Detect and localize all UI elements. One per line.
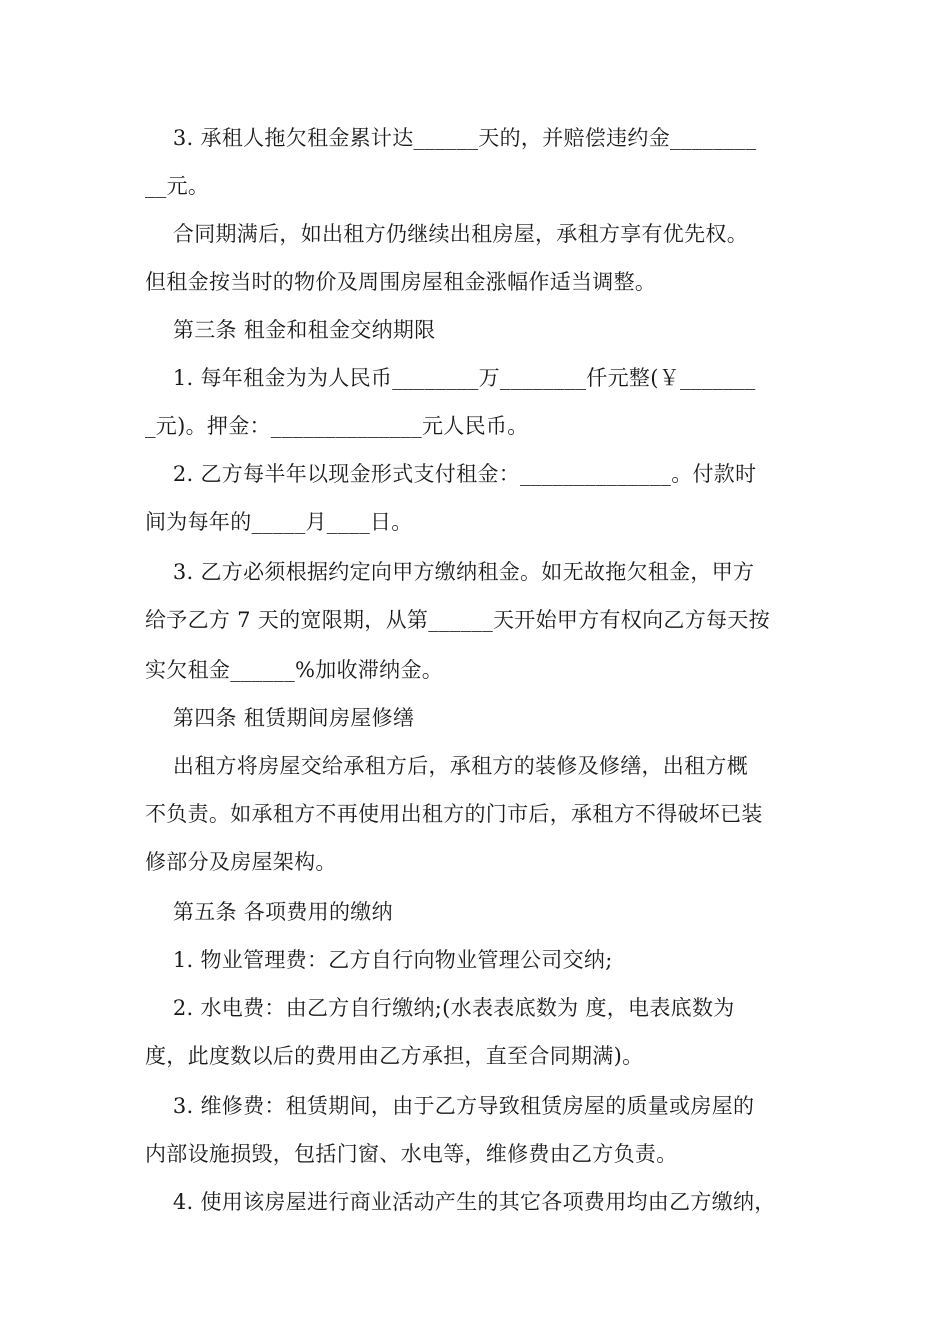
text-line: 2. 乙方每半年以现金形式支付租金：______________。付款时 — [145, 462, 757, 486]
text-line: 2. 水电费：由乙方自行缴纳;(水表表底数为 度，电表底数为 — [145, 996, 735, 1020]
section-heading: 第五条 各项费用的缴纳 — [145, 900, 393, 924]
text-line: 内部设施损毁，包括门窗、水电等，维修费由乙方负责。 — [145, 1142, 678, 1166]
text-line: 实欠租金______%加收滞纳金。 — [145, 658, 444, 682]
text-line: 度，此度数以后的费用由乙方承担，直至合同期满)。 — [145, 1044, 644, 1068]
text-line: _元)。押金：______________元人民币。 — [145, 414, 529, 438]
text-line: 3. 维修费：租赁期间，由于乙方导致租赁房屋的质量或房屋的 — [145, 1094, 755, 1118]
text-line: 1. 每年租金为为人民币________万________仟元整(￥_______ — [145, 366, 756, 390]
text-line: 不负责。如承租方不再使用出租方的门市后，承租方不得破坏已装 — [145, 802, 763, 826]
text-line: 3. 承租人拖欠租金累计达______天的，并赔偿违约金________ — [145, 126, 757, 150]
text-line: 修部分及房屋架构。 — [145, 850, 337, 874]
text-line: 3. 乙方必须根据约定向甲方缴纳租金。如无故拖欠租金，甲方 — [145, 560, 755, 584]
text-line: 4. 使用该房屋进行商业活动产生的其它各项费用均由乙方缴纳， — [145, 1190, 776, 1214]
section-heading: 第四条 租赁期间房屋修缮 — [145, 706, 415, 730]
text-line: 出租方将房屋交给承租方后，承租方的装修及修缮，出租方概 — [145, 754, 748, 778]
text-line: 间为每年的_____月____日。 — [145, 510, 413, 534]
text-line: 合同期满后，如出租方仍继续出租房屋，承租方享有优先权。 — [145, 222, 748, 246]
section-heading: 第三条 租金和租金交纳期限 — [145, 318, 436, 342]
text-line: 但租金按当时的物价及周围房屋租金涨幅作适当调整。 — [145, 270, 657, 294]
text-line: 给予乙方 7 天的宽限期，从第______天开始甲方有权向乙方每天按 — [145, 608, 770, 632]
text-line: 1. 物业管理费：乙方自行向物业管理公司交纳; — [145, 948, 613, 972]
text-line: __元。 — [145, 174, 210, 198]
